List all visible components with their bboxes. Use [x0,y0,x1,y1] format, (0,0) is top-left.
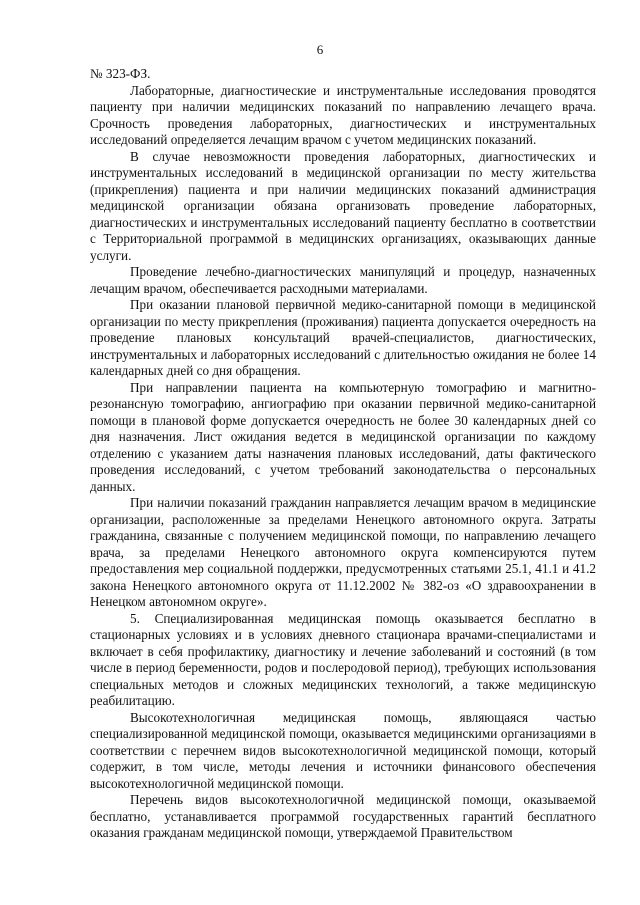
paragraph: При оказании плановой первичной медико-санитарной помощи в медицинской организации по месту прикрепления (проживания) пациента допускается очередность на проведение плановых консультаций врачей-специалистов, диагностических, инструментальных и лабораторных исследований с длительностью ожидания не более 14 календарных дней со дня обращения. [90,297,596,378]
paragraph: Лабораторные, диагностические и инструментальные исследования проводятся пациенту при наличии медицинских показаний по направлению лечащего врача. Срочность проведения лабораторных, диагностических и инструментальных исследований определяется лечащим врачом с учетом медицинских показаний. [90,82,596,147]
document-body [90,66,596,842]
paragraph: Перечень видов высокотехнологичной медицинской помощи, оказываемой бесплатно, устанавливается программой государственных гарантий бесплатного оказания гражданам медицинской помощи, утверждаемой Правительством [90,792,596,840]
paragraph: В случае невозможности проведения лабораторных, диагностических и инструментальных исследований в медицинской организации по месту жительства (прикрепления) пациента и при наличии медицинских показаний администрация медицинской организации обязана организовать проведение лабораторных, диагностических и инструментальных исследований пациенту бесплатно в соответствии с Территориальной программой в медицинских организациях, оказывающих данные услуги. [90,148,596,263]
paragraph: № 323-ФЗ. [90,66,151,81]
paragraph: 5. Специализированная медицинская помощь оказывается бесплатно в стационарных условиях и в условиях дневного стационара врачами-специалистами и включает в себя профилактику, диагностику и лечение заболеваний и состояний (в том числе в период беременности, родов и послеродовой период), требующих использования специальных методов и сложных медицинских технологий, а также медицинскую реабилитацию. [90,610,596,708]
paragraph: При направлении пациента на компьютерную томографию и магнитно-резонансную томографию, ангиографию при оказании первичной медико-санитарной помощи в плановой форме допускается очередность не более 30 календарных дней со дня назначения. Лист ожидания ведется в медицинской организации по каждому отделению с указанием даты назначения плановых исследований, даты фактического проведения исследований, с учетом требований законодательства о персональных данных. [90,379,596,494]
paragraph: При наличии показаний гражданин направляется лечащим врачом в медицинские организации, расположенные за пределами Ненецкого автономного округа. Затраты гражданина, связанные с получением медицинской помощи, по направлению лечащего врача, за пределами Ненецкого автономного округа компенсируются путем предоставления мер социальной поддержки, предусмотренных статьями 25.1, 41.1 и 41.2 закона Ненецкого автономного округа от 11.12.2002 № 382-оз «О здравоохранении в Ненецком автономном округе». [90,495,596,609]
paragraph: Проведение лечебно-диагностических манипуляций и процедур, назначенных лечащим врачом, обеспечивается расходными материалами. [90,264,596,296]
page-number: 6 [316,42,324,57]
paragraph: Высокотехнологичная медицинская помощь, являющаяся частью специализированной медицинской помощи, оказывается медицинскими организациями в соответствии с перечнем видов высокотехнологичной медицинской помощи, который содержит, в том числе, методы лечения и источники финансового обеспечения высокотехнологичной медицинской помощи. [90,709,596,791]
